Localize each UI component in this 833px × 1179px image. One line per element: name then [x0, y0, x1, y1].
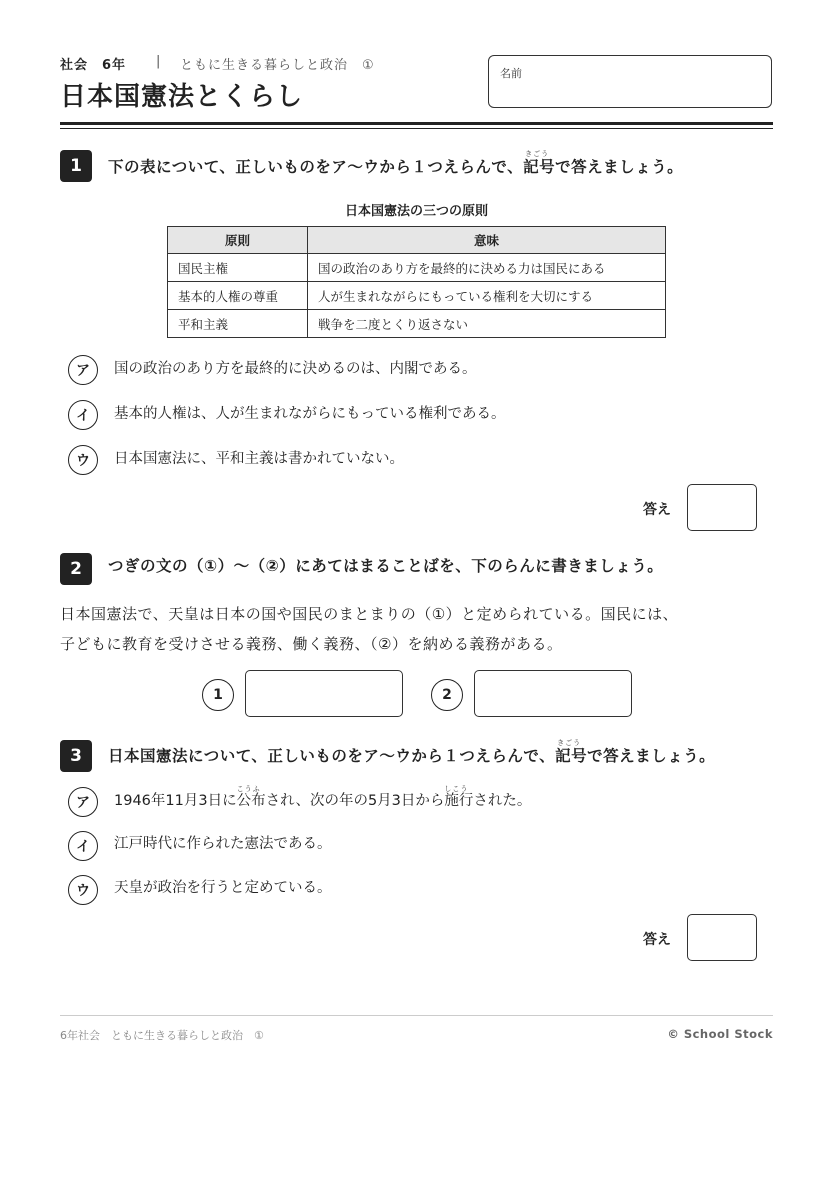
table-row: [168, 282, 666, 310]
option-u-text: 日本国憲法に、平和主義は書かれていない。: [114, 451, 404, 467]
option-i-mark: イ: [68, 400, 98, 430]
q3-option-a-text: 1946年11月3日に こうふ 公布され、次の年の5月3日から しこう 施行された。: [114, 785, 532, 809]
unit-name: ともに生きる暮らしと政治 ①: [180, 58, 375, 73]
answer-label: 答え: [643, 932, 671, 948]
table-caption: 日本国憲法の三つの原則: [344, 204, 488, 219]
table-cell: 平和主義: [168, 310, 308, 338]
ruby-shikou: しこう: [444, 785, 469, 793]
header-separator: |: [156, 54, 161, 69]
footer-left: 6年社会 ともに生きる暮らしと政治 ①: [60, 1029, 264, 1042]
ruby-kigou: きごう: [525, 150, 550, 158]
name-field[interactable]: [488, 55, 772, 108]
question-1-text: 下の表について、正しいものをア～ウから１つえらんで、 きごう 記号で答えましょう。: [108, 150, 684, 176]
q3-option-u-text: 天皇が政治を行うと定めている。: [114, 880, 332, 896]
table-row: [168, 254, 666, 282]
blank-2-mark: 2: [431, 679, 463, 711]
answer-label: 答え: [643, 502, 671, 518]
option-a-mark: ア: [68, 355, 98, 385]
question-3-number: 3: [60, 740, 92, 772]
q3-option-i-text: 江戸時代に作られた憲法である。: [114, 836, 332, 852]
blank-1-mark: 1: [202, 679, 234, 711]
q3-option-u-mark: ウ: [68, 875, 98, 905]
table-cell: 国民主権: [168, 254, 308, 282]
answer-box-q3[interactable]: [687, 914, 757, 961]
ruby-koufu: こうふ: [236, 785, 261, 793]
answer-box-q1[interactable]: [687, 484, 757, 531]
subject-grade: 社会 6年: [60, 58, 127, 73]
table-cell: 人が生まれながらにもっている権利を大切にする: [308, 282, 666, 310]
option-i-text: 基本的人権は、人が生まれながらにもっている権利である。: [114, 406, 506, 422]
table-header: 原則: [168, 227, 308, 254]
header-rule-thin: [60, 128, 773, 129]
q3-option-a-mark: ア: [68, 787, 98, 817]
ruby-kigou: きごう: [557, 739, 582, 747]
table-cell: 国の政治のあり方を最終的に決める力は国民にある: [308, 254, 666, 282]
principles-table: [167, 226, 666, 338]
question-2-number: 2: [60, 553, 92, 585]
footer-rule: [60, 1015, 773, 1016]
header-rule-thick: [60, 122, 773, 125]
table-cell: 戦争を二度とくり返さない: [308, 310, 666, 338]
table-cell: 基本的人権の尊重: [168, 282, 308, 310]
question-2-paragraph-line2: 子どもに教育を受けさせる義務、働く義務、（②）を納める義務がある。: [60, 635, 563, 653]
footer-right: © School Stock: [667, 1027, 773, 1041]
question-2-text: つぎの文の（①）～（②）にあてはまることばを、下のらんに書きましょう。: [108, 557, 664, 575]
blank-1-box[interactable]: [245, 670, 403, 717]
table-row: [168, 310, 666, 338]
name-label: 名前: [500, 67, 522, 80]
question-1-number: 1: [60, 150, 92, 182]
blank-2-box[interactable]: [474, 670, 632, 717]
q3-option-i-mark: イ: [68, 831, 98, 861]
page-title: 日本国憲法とくらし: [60, 82, 304, 112]
option-u-mark: ウ: [68, 445, 98, 475]
question-3-text: 日本国憲法について、正しいものをア～ウから１つえらんで、 きごう 記号で答えましょう。: [108, 739, 716, 765]
option-a-text: 国の政治のあり方を最終的に決めるのは、内閣である。: [114, 361, 477, 377]
question-2-paragraph-line1: 日本国憲法で、天皇は日本の国や国民のまとまりの（①）と定められている。国民には、: [60, 605, 679, 623]
table-header: 意味: [308, 227, 666, 254]
